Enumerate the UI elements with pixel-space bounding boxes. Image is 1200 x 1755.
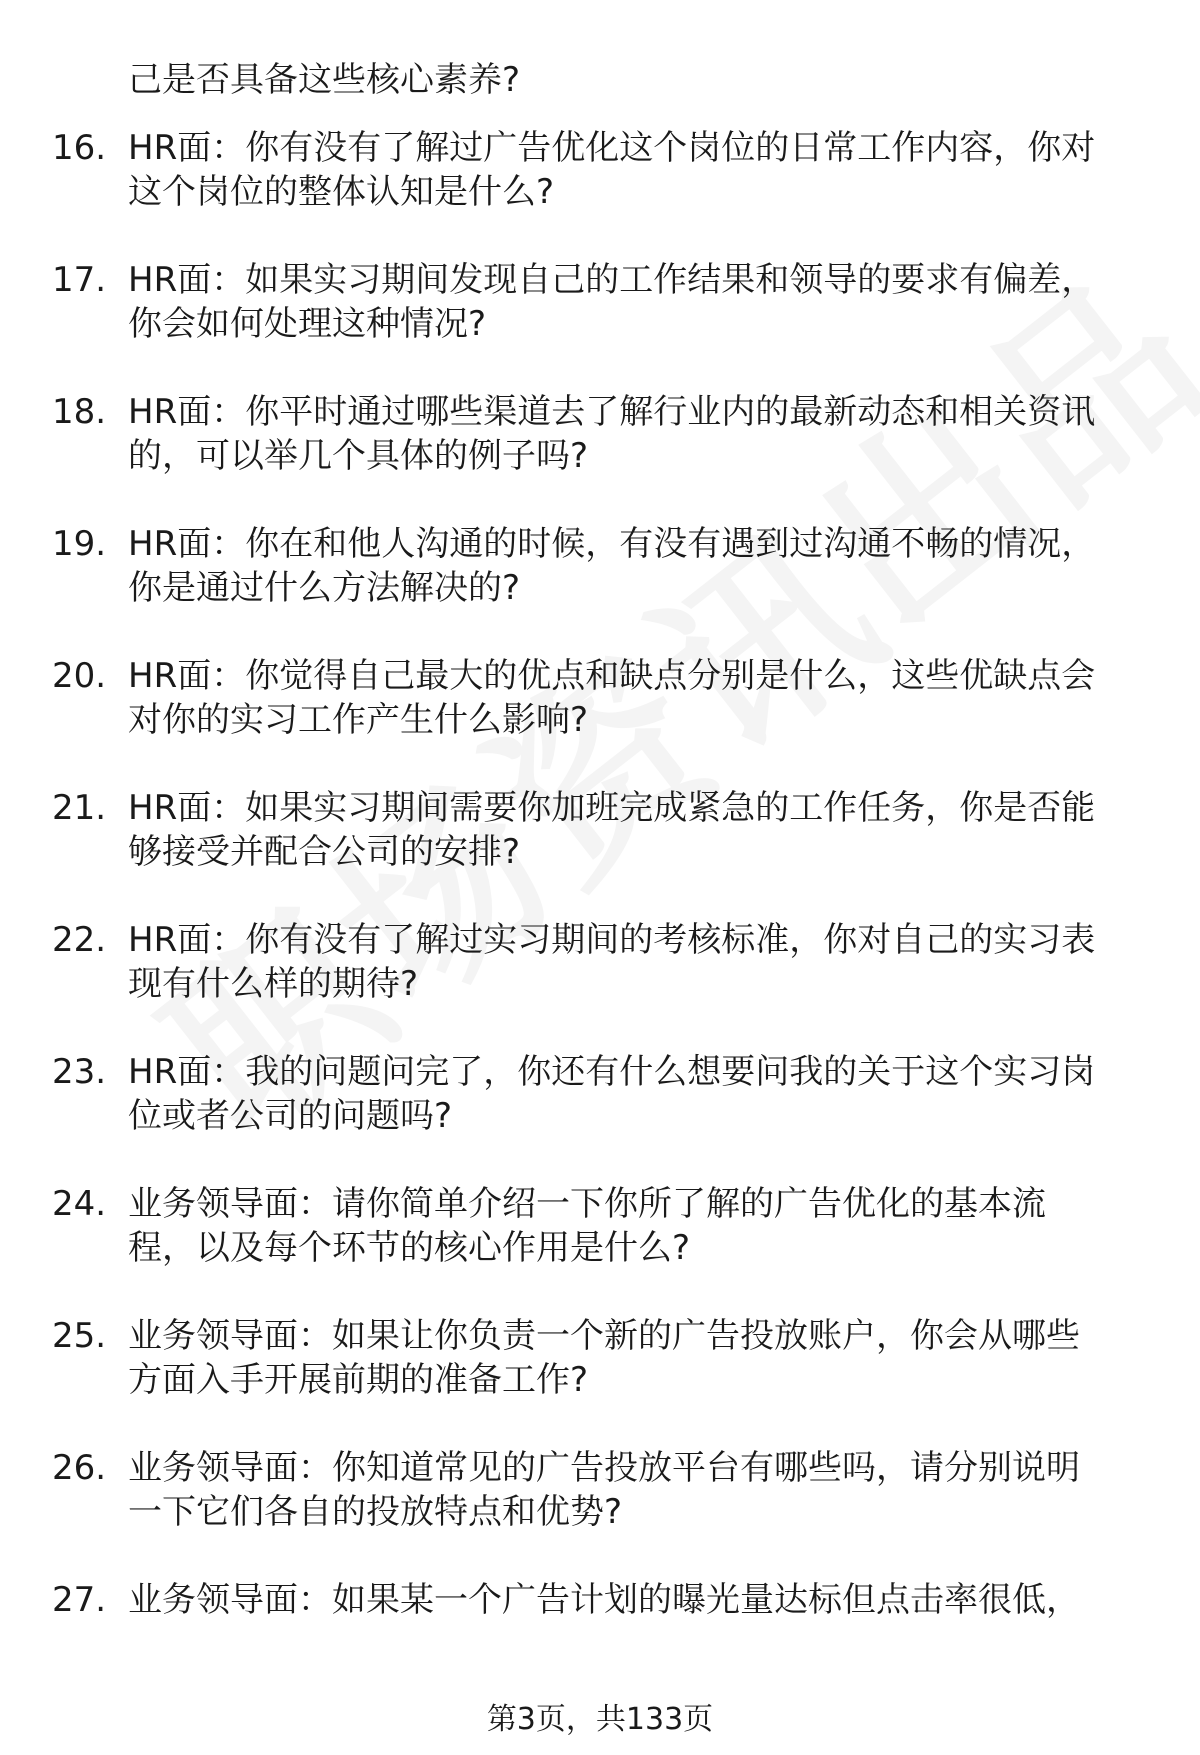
question-text	[128, 258, 1158, 346]
question-number: 24.	[52, 1184, 107, 1224]
question-number: 23.	[52, 1052, 107, 1092]
question-item-23	[0, 1050, 1200, 1182]
question-number: 22.	[52, 920, 107, 960]
question-line: 你是通过什么方法解决的?	[128, 568, 521, 608]
question-line: HR面：如果实习期间发现自己的工作结果和领导的要求有偏差，	[128, 260, 1096, 300]
question-list	[0, 126, 1200, 1710]
question-line: 业务领导面：请你简单介绍一下你所了解的广告优化的基本流	[128, 1184, 1046, 1224]
question-text	[128, 1446, 1158, 1534]
question-item-24	[0, 1182, 1200, 1314]
page-footer: 第3页，共133页	[486, 1702, 714, 1737]
question-number: 20.	[52, 656, 107, 696]
question-number: 27.	[52, 1580, 107, 1620]
question-item-18	[0, 390, 1200, 522]
question-line: HR面：你有没有了解过广告优化这个岗位的日常工作内容，你对	[128, 128, 1096, 168]
question-line: HR面：你有没有了解过实习期间的考核标准，你对自己的实习表	[128, 920, 1096, 960]
question-item-19	[0, 522, 1200, 654]
question-line: 一下它们各自的投放特点和优势?	[128, 1492, 623, 1532]
question-line: 业务领导面：如果让你负责一个新的广告投放账户，你会从哪些	[128, 1316, 1080, 1356]
question-text	[128, 390, 1158, 478]
question-text	[128, 786, 1158, 874]
question-number: 19.	[52, 524, 107, 564]
question-text	[128, 1314, 1158, 1402]
question-item-17	[0, 258, 1200, 390]
question-line: 方面入手开展前期的准备工作?	[128, 1360, 589, 1400]
question-text	[128, 1050, 1158, 1138]
question-number: 26.	[52, 1448, 107, 1488]
question-number: 16.	[52, 128, 107, 168]
question-line: HR面：如果实习期间需要你加班完成紧急的工作任务，你是否能	[128, 788, 1096, 828]
question-item-25	[0, 1314, 1200, 1446]
question-text	[128, 654, 1158, 742]
question-text	[128, 522, 1158, 610]
question-item-27	[0, 1578, 1200, 1710]
question-item-16	[0, 126, 1200, 258]
question-number: 18.	[52, 392, 107, 432]
question-line: 的，可以举几个具体的例子吗?	[128, 436, 589, 476]
question-number: 25.	[52, 1316, 107, 1356]
question-line: HR面：你平时通过哪些渠道去了解行业内的最新动态和相关资讯	[128, 392, 1096, 432]
question-line: 够接受并配合公司的安排?	[128, 832, 521, 872]
question-text	[128, 126, 1158, 214]
question-line: 业务领导面：如果某一个广告计划的曝光量达标但点击率很低，	[128, 1580, 1080, 1620]
question-text	[128, 1182, 1158, 1270]
question-item-21	[0, 786, 1200, 918]
question-line: 程，以及每个环节的核心作用是什么?	[128, 1228, 691, 1268]
question-item-20	[0, 654, 1200, 786]
continuation-line: 己是否具备这些核心素养?	[128, 60, 521, 100]
question-line: 你会如何处理这种情况?	[128, 304, 487, 344]
question-line: 现有什么样的期待?	[128, 964, 419, 1004]
question-item-26	[0, 1446, 1200, 1578]
question-item-22	[0, 918, 1200, 1050]
question-line: HR面：我的问题问完了，你还有什么想要问我的关于这个实习岗	[128, 1052, 1096, 1092]
question-text	[128, 918, 1158, 1006]
question-line: 业务领导面：你知道常见的广告投放平台有哪些吗，请分别说明	[128, 1448, 1080, 1488]
question-number: 21.	[52, 788, 107, 828]
question-text	[128, 1578, 1158, 1622]
question-number: 17.	[52, 260, 107, 300]
question-line: 对你的实习工作产生什么影响?	[128, 700, 589, 740]
question-line: 位或者公司的问题吗?	[128, 1096, 453, 1136]
question-line: HR面：你在和他人沟通的时候，有没有遇到过沟通不畅的情况，	[128, 524, 1096, 564]
question-line: HR面：你觉得自己最大的优点和缺点分别是什么，这些优缺点会	[128, 656, 1096, 696]
question-line: 这个岗位的整体认知是什么?	[128, 172, 555, 212]
